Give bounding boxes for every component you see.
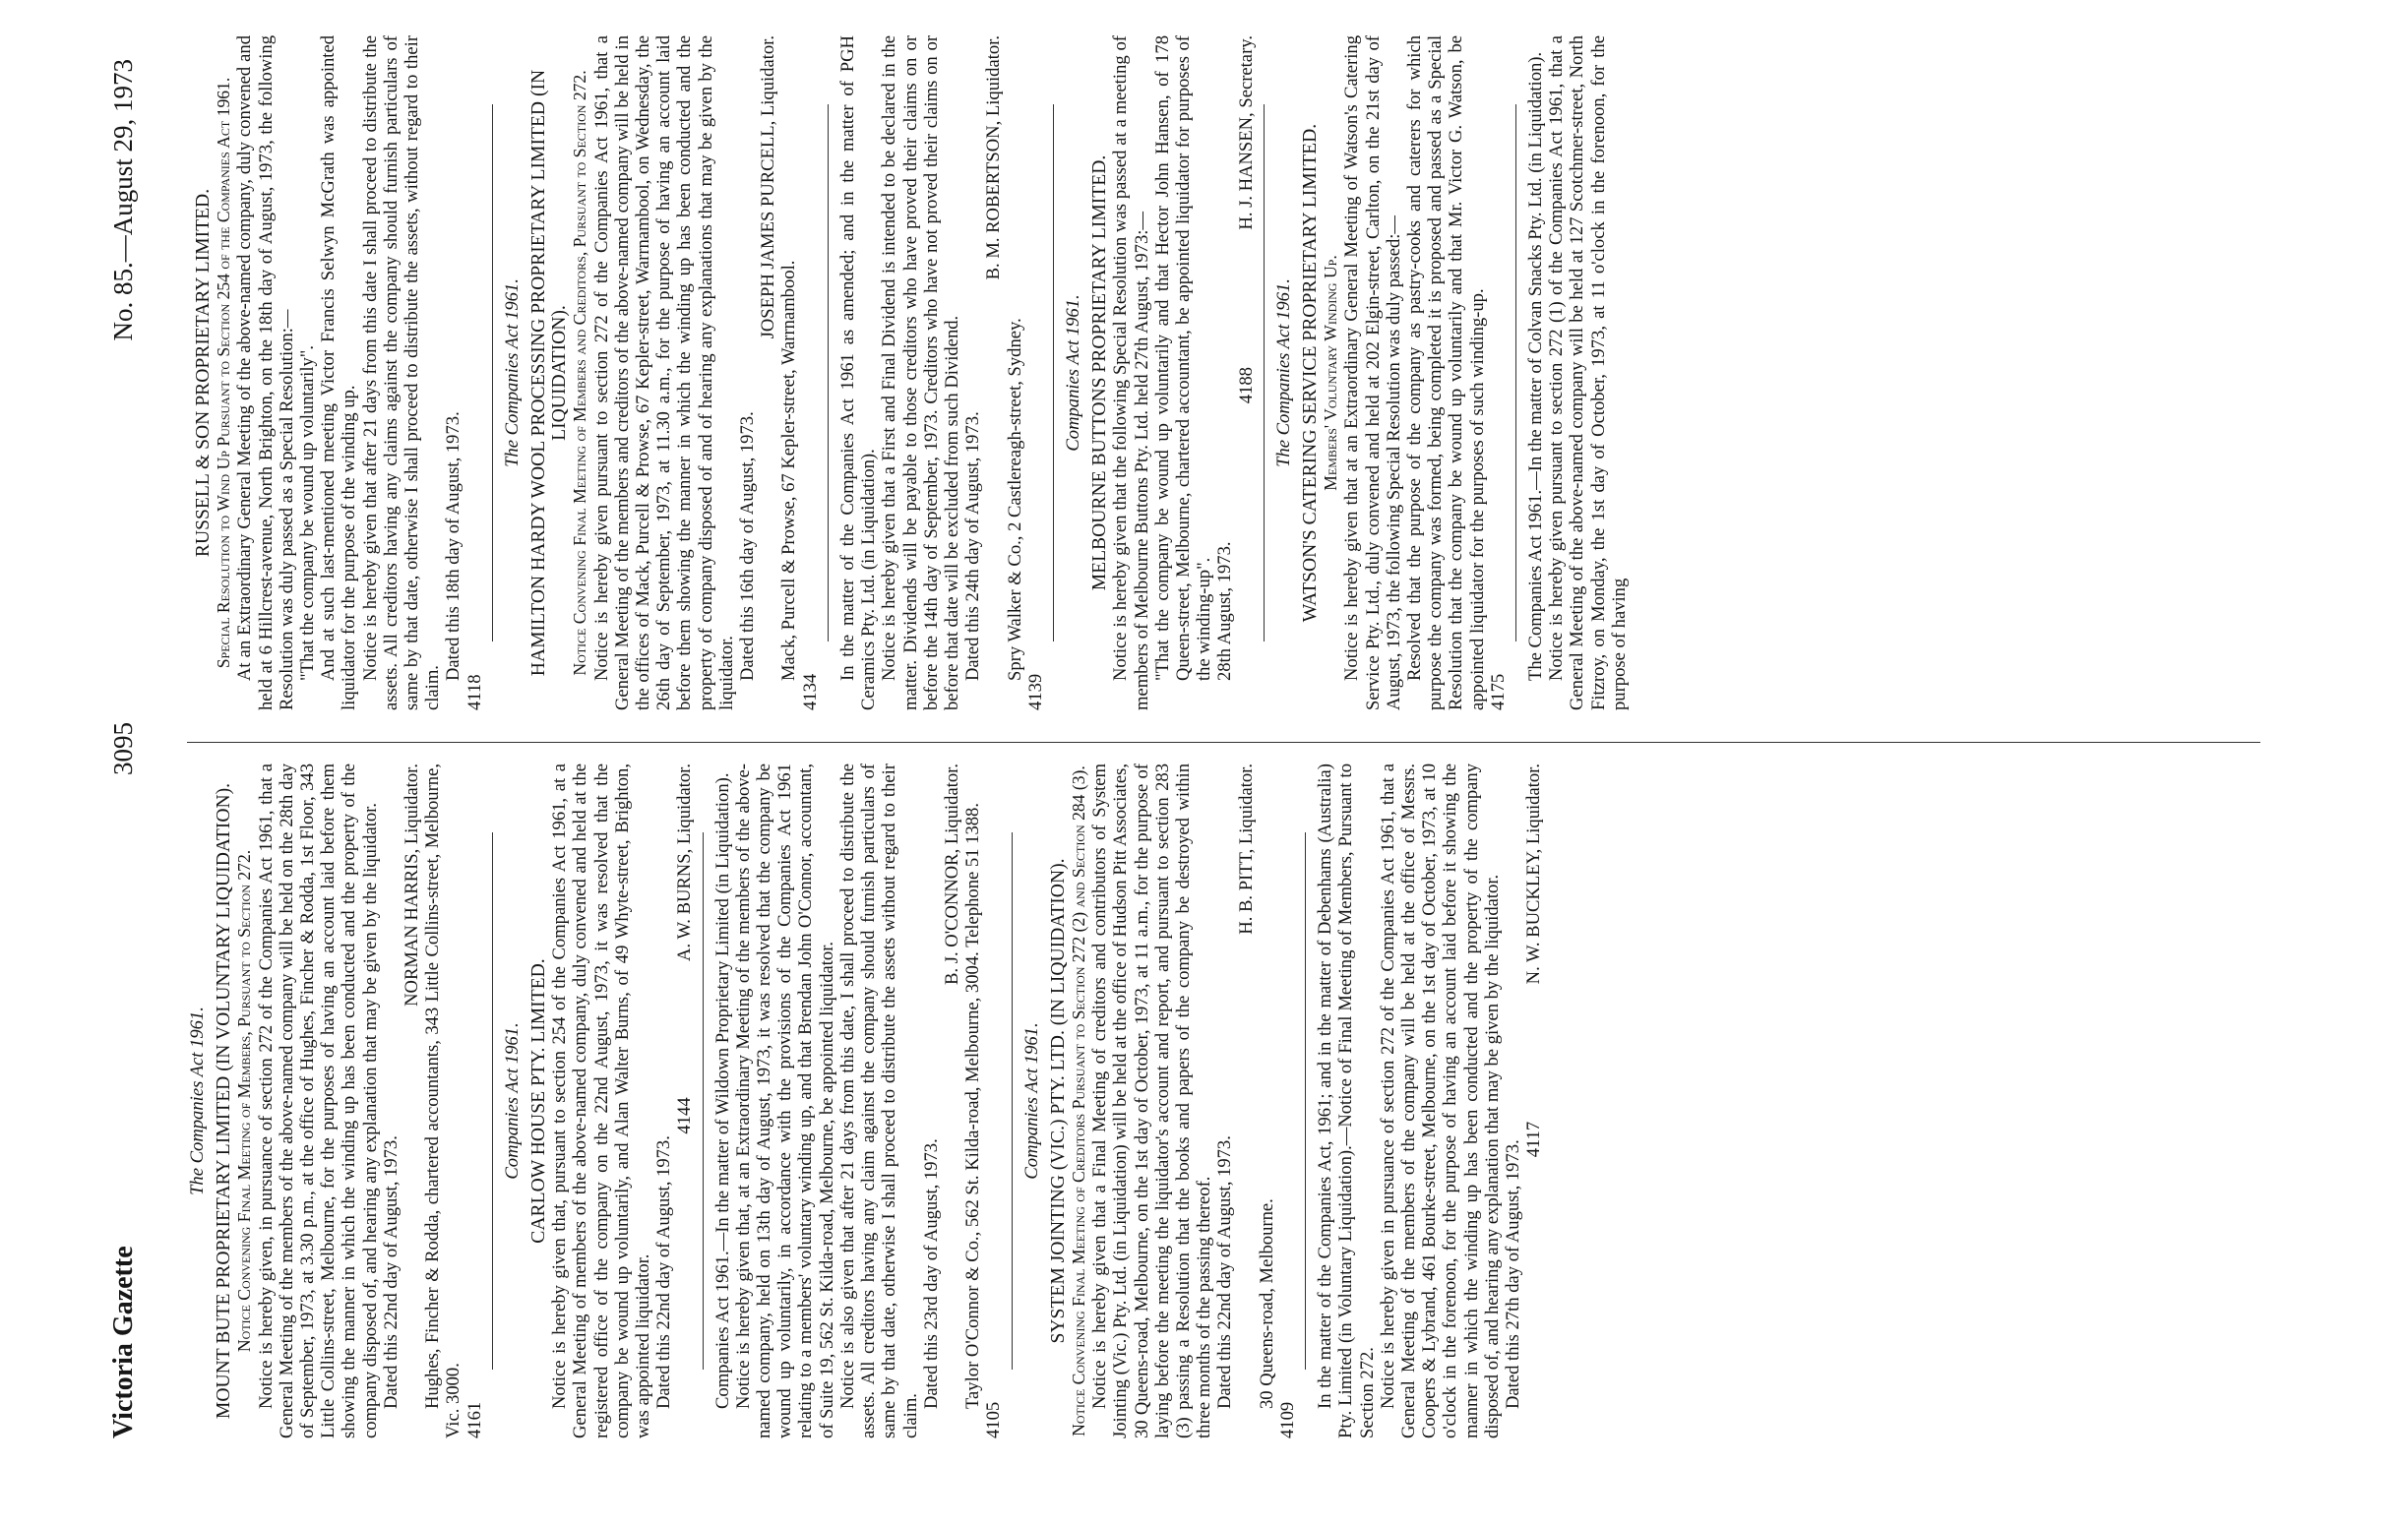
notice-paragraph: Hughes, Fincher & Rodda, chartered accountants, 343 Little Collins-street, Melbourne, Vic. 3000. — [422, 764, 464, 1438]
notice-paragraph: Dated this 22nd day of August, 1973. — [1214, 1135, 1236, 1409]
notice-separator — [1515, 104, 1516, 641]
notice-number: 4109 — [1276, 1401, 1298, 1438]
notice-paragraph: Taylor O'Connor & Co., 562 St. Kilda-road, Melbourne, 3004. Telephone 51 1388. — [962, 803, 984, 1409]
page-header — [108, 59, 152, 1438]
signature-line: NORMAN HARRIS, Liquidator. — [401, 764, 423, 1007]
act-heading: The Companies Act 1961. — [1272, 278, 1294, 467]
act-heading: The Companies Act 1961. — [187, 1007, 208, 1195]
notice-title: SYSTEM JOINTING (VIC.) PTY. LTD. (IN LIQUIDATION). — [1047, 858, 1069, 1344]
notice-title: HAMILTON HARDY WOOL PROCESSING PROPRIETARY LIMITED (IN LIQUIDATION). — [528, 69, 571, 677]
signature-line: H. B. PITT, Liquidator. — [1235, 764, 1257, 935]
notice-paragraph: Companies Act 1961.—In the matter of Wildown Proprietary Limited (in Liquidation). — [711, 772, 733, 1409]
notice-paragraph: Notice is hereby given, in pursuance of section 272 of the Companies Act 1961, that a General Meeting of the members of the above-named company will be held on the 28th day of September, 1973, at 3.30 p.m., at the office of Hughes, Fincher & Rodda, 1st Floor, 343 Little Collins-street, Melbourne, for the purposes of having an account laid before them showing the manner in which the winding up has been conducted and the property of the company disposed of, and hearing any explanation that may be given by the liquidator. — [255, 764, 381, 1438]
gazette-title: Victoria Gazette — [108, 1246, 139, 1438]
notice-subheading: Notice Convening Final Meeting of Creditors Pursuant to Section 272 (2) and Section 284 (3). — [1068, 765, 1088, 1436]
act-heading: Companies Act 1961. — [1020, 1022, 1042, 1180]
notice-number: 4134 — [799, 673, 821, 710]
notice-number: 4118 — [463, 674, 485, 710]
notice-paragraph: In the matter of the Companies Act, 1961; and in the matter of Debenhams (Australia) Pty. Limited (in Voluntary Liquidation).—Notice of Final Meeting of Members, Pursuant to Section 272. — [1315, 764, 1378, 1438]
page-number: 3095 — [108, 722, 138, 775]
notice-paragraph: Notice is hereby given that a First and Final Dividend is intended to be declared in the matter. Dividends will be payable to those creditors who have proved their claims on or before the 14th day of September, 1973. Creditors who have not proved their claims on or before that date will be excluded from such Dividend. — [879, 35, 962, 710]
notice-separator — [1053, 104, 1054, 641]
notice-separator — [492, 832, 493, 1370]
notice-separator — [1264, 104, 1265, 641]
notice-paragraph: Notice is hereby given in pursuance of section 272 of the Companies Act 1961, that a General Meeting of the members of the company will be held at the office of Messrs. Coopers & Lybrand, 461 Bourke-street, Melbourne, on the 1st day of October, 1973, at 10 o'clock in the forenoon, for the purpose of having an account laid before it showing the manner in which the winding up has been conducted and the property of the company disposed of, and hearing any explanation that may be given by the liquidator. — [1377, 764, 1503, 1438]
notice-number: 4161 — [463, 1401, 485, 1438]
notice-number: 4105 — [983, 1401, 1005, 1438]
notice-subheading: Members' Voluntary Winding Up. — [1321, 255, 1341, 491]
notice-paragraph: At an Extraordinary General Meeting of the above-named company, duly convened and held at 6 Hillcrest-avenue, North Brighton, on the 18th day of August, 1973, the following Resolution was duly passed as a Special Resolution:— — [234, 35, 297, 710]
signature-line: B. J. O'CONNOR, Liquidator. — [941, 764, 962, 985]
notice-paragraph: And at such last-mentioned meeting Victor Francis Selwyn McGrath was appointed liquidator for the purpose of the winding up. — [318, 35, 360, 710]
notice-separator — [828, 104, 829, 641]
notice-paragraph: Mack, Purcell & Prowse, 67 Kepler-street, Warrnambool. — [778, 260, 800, 681]
notice-paragraph: Notice is hereby given that the following Special Resolution was passed at a meeting of members of Melbourne Buttons Pty. Ltd. held 27th August, 1973:— — [1110, 35, 1152, 710]
notice-title: RUSSELL & SON PROPRIETARY LIMITED. — [193, 188, 214, 558]
notice-paragraph: Notice is hereby given pursuant to section 272 (1) of the Companies Act 1961, that a General Meeting of the above-named company will be held at 127 Scotchmer-street, North Fitzroy, on Monday, the 1st day of October, 1973, at 11 o'clock in the forenoon, for the purpose of having — [1546, 35, 1630, 710]
notice-subheading: Notice Convening Final Meeting of Members and Creditors, Pursuant to Section 272. — [570, 70, 590, 676]
issue-date: No. 85.—August 29, 1973 — [108, 59, 138, 341]
notice-paragraph: Notice is hereby given pursuant to section 272 of the Companies Act 1961, that a General Meeting of the members and creditors of the above-named company will be held in the offices of Mack, Purcell & Prowse, 67 Kepler-street, Warrnambool, on Wednesday, the 26th day of September, 1973, at 11.30 a.m., for the purpose of having an account laid before them showing the manner in which the winding up has been conducted and the property of company disposed of and of hearing any explanations that may be given by the liquidator. — [590, 35, 737, 710]
notice-paragraph: Dated this 27th day of August, 1973. — [1502, 1139, 1523, 1409]
notice-paragraph: The Companies Act 1961.—In the matter of Colvan Snacks Pty. Ltd. (in Liquidation). — [1524, 51, 1546, 681]
notice-paragraph: Dated this 24th day of August, 1973. — [962, 411, 984, 681]
signature-line: 4188 H. J. HANSEN, Secretary. — [1235, 35, 1257, 404]
notice-paragraph: Dated this 22nd day of August, 1973. — [653, 1135, 675, 1409]
notice-title: CARLOW HOUSE PTY. LIMITED. — [528, 958, 550, 1244]
resolution-quote: "That the company be wound up voluntarily and that Hector John Hansen, of 178 Queen-street, Melbourne, chartered accountant, be appointed liquidator for purposes of the winding-up". — [1151, 35, 1215, 681]
notice-title: MELBOURNE BUTTONS PROPRIETARY LIMITED. — [1089, 154, 1111, 591]
notice-number: 4139 — [1024, 673, 1046, 710]
left-column — [187, 764, 1544, 1438]
notice-separator — [1012, 832, 1013, 1370]
act-heading: The Companies Act 1961. — [501, 278, 523, 467]
notice-paragraph: Dated this 23rd day of August, 1973. — [920, 1138, 942, 1409]
right-column — [187, 35, 1630, 710]
resolution-quote: "That the company be wound up voluntarily". — [297, 344, 319, 681]
signature-line: 4117 N. W. BUCKLEY, Liquidator. — [1523, 764, 1545, 1158]
notice-title: MOUNT BUTE PROPRIETARY LIMITED (IN VOLUNTARY LIQUIDATION). — [214, 782, 235, 1420]
notice-paragraph: Notice is hereby given that, at an Extraordinary Meeting of the members of the above-named company, held on 13th day of August, 1973, it was resolved that the company be wound up voluntarily, in accordance with the provisions of the Companies Act 1961 relating to a members' voluntary winding up, and that Brendan John O'Connor, accountant, of Suite 19, 562 St. Kilda-road, Melbourne, be appointed liquidator. — [732, 764, 837, 1438]
act-heading: Companies Act 1961. — [1062, 294, 1083, 452]
notice-paragraph: Resolved that the purpose of the company as pastry-cooks and caterers for which purpose the company was formed, being completed it is proposed and passed as a Special Resolution that the company be wound up voluntarily and that Mr. Victor G. Watson, be appointed liquidator for the purposes of such winding-up. — [1403, 35, 1488, 710]
notice-paragraph: Notice is hereby given that after 21 days from this date I shall proceed to distribute the assets. All creditors having any claims against the company should furnish particulars of same by that date, otherwise I shall proceed to distribute the assets, without regard to their claim. — [359, 35, 444, 710]
notice-title: WATSON'S CATERING SERVICE PROPRIETARY LIMITED. — [1299, 123, 1321, 623]
notice-paragraph: Notice is hereby given that at an Extraordinary General Meeting of Watson's Catering Service Pty. Ltd., duly convened and held at 202 Elgin-street, Carlton, on the 21st day of August, 1973, the following Special Resolution was duly passed:— — [1341, 35, 1404, 710]
notice-subheading: Special Resolution to Wind Up Pursuant to Section 254 of the Companies Act 1961. — [214, 77, 234, 669]
notice-separator — [1305, 832, 1306, 1370]
notice-paragraph: In the matter of the Companies Act 1961 as amended; and in the matter of PGH Ceramics Pty. Ltd. (in Liquidation). — [836, 35, 880, 710]
notice-paragraph: 30 Queens-road, Melbourne. — [1256, 1198, 1277, 1409]
notice-paragraph: Dated this 16th day of August, 1973. — [737, 411, 759, 681]
notice-separator — [492, 104, 493, 641]
notice-paragraph: Dated this 18th day of August, 1973. — [443, 411, 464, 681]
signature-line: JOSEPH JAMES PURCELL, Liquidator. — [758, 35, 779, 339]
notice-separator — [703, 832, 704, 1370]
act-heading: Companies Act 1961. — [501, 1022, 523, 1180]
notice-subheading: Notice Convening Final Meeting of Members, Pursuant to Section 272. — [234, 849, 255, 1353]
signature-line: 4144 A. W. BURNS, Liquidator. — [674, 764, 696, 1134]
notice-number: 4175 — [1487, 673, 1509, 710]
notice-paragraph: 28th August, 1973. — [1214, 541, 1236, 681]
notice-paragraph: Notice is hereby given that, pursuant to section 254 of the Companies Act 1961, at a General Meeting of members of the above-named company, duly convened and held at the registered office of the company on the 22nd August, 1973, it was resolved that the company be wound up voluntarily, and Alan Walter Burns, of 49 Whyte-street, Brighton, was appointed liquidator. — [549, 764, 654, 1438]
notice-paragraph: Notice is hereby given that a Final Meeting of creditors and contributors of System Jointing (Vic.) Pty. Ltd. (in Liquidation) will be held at the office of Hudson Pitt Associates, 30 Queens-road, Melbourne, on the 1st day of October, 1973, at 11 a.m., for the purpose of laying before the meeting the liquidator's account and report, and pursuant to section 283 (3) passing a Resolution that the books and papers of the company be destroyed within three months of the passing thereof. — [1089, 764, 1215, 1438]
notice-paragraph: Dated this 22nd day of August, 1973. — [380, 1135, 401, 1409]
column-divider — [187, 742, 2260, 743]
notice-paragraph: Notice is also given that after 21 days from this date, I shall proceed to distribute the assets. All creditors having any claim against the company should furnish particulars of same by that date, otherwise I shall proceed to distribute the assets without regard to their claim. — [836, 764, 921, 1438]
notice-paragraph: Spry Walker & Co., 2 Castlereagh-street, Sydney. — [1004, 318, 1025, 681]
signature-line: B. M. ROBERTSON, Liquidator. — [983, 35, 1005, 280]
